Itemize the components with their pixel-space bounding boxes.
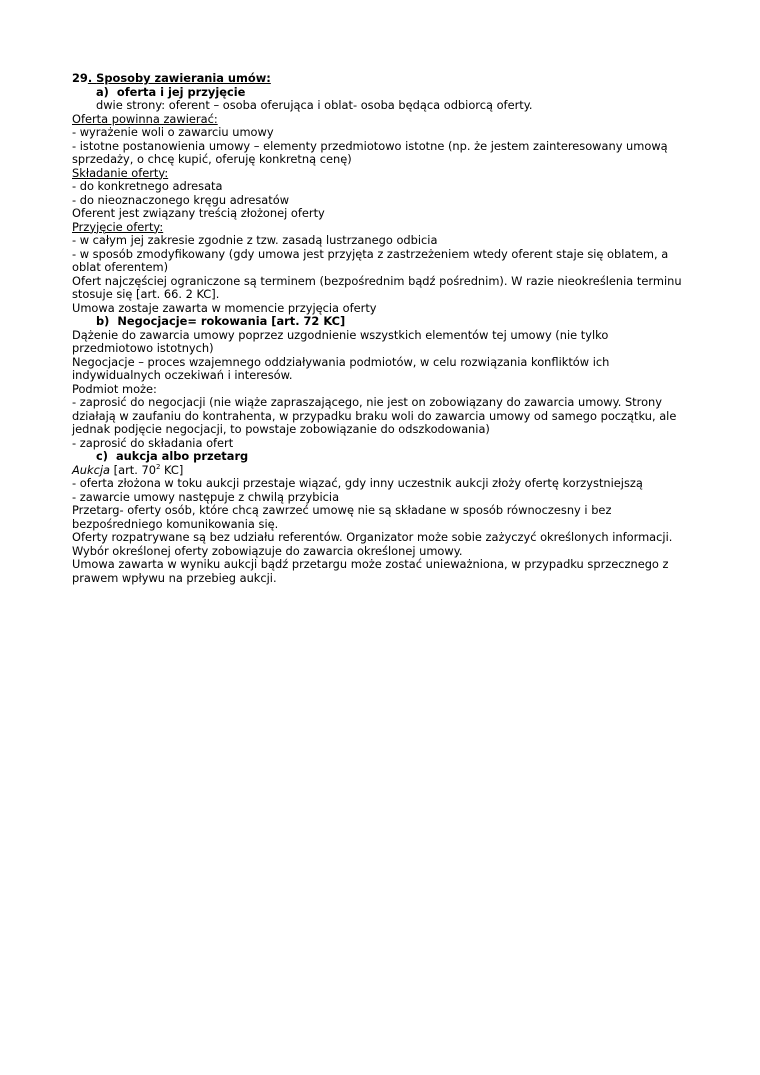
oferta-powinna-item-1: - wyrażenie woli o zawarciu umowy — [72, 125, 274, 139]
skladanie-item-1: - do konkretnego adresata — [72, 179, 223, 193]
aukcja-label: Aukcja — [72, 462, 111, 477]
section-c-para-3: Przetarg- oferty osób, które chcą zawrzeć umowę nie są składane w sposób równoczesny i bez bezpośredniego komunikowania się. — [72, 503, 612, 531]
document-title — [72, 72, 692, 86]
section-b-para-1: Dążenie do zawarcia umowy poprzez uzgodnienie wszystkich elementów tej umowy (nie tylko przedmiotowo istotnych) — [72, 327, 609, 355]
section-b-heading: b) Negocjacje= rokowania [art. 72 KC] — [96, 314, 346, 328]
oferty-ograniczone: Ofert najczęściej ograniczone są terminem (bezpośrednim bądź pośrednim). W razie nieokreślenia terminu stosuje się [art. 66. 2 KC]. — [72, 273, 682, 301]
section-b-para-4: - zaprosić do negocjacji (nie wiąże zapraszającego, nie jest on zobowiązany do zawarcia umowy. Strony działają w zaufaniu do kontrahenta, w przypadku braku woli do zawarcia umowy od samego początku, ale jednak podjęcie negocjacji, to powstaje zobowiązanie do odszkodowania) — [72, 395, 677, 436]
umowa-zawarta: Umowa zostaje zawarta w momencie przyjęcia oferty — [72, 300, 377, 315]
aukcja-line — [72, 464, 692, 478]
przyjecie-item-1: - w całym jej zakresie zgodnie z tzw. zasadą lustrzanego odbicia — [72, 233, 438, 247]
section-c-heading: c) aukcja albo przetarg — [96, 449, 249, 463]
title-number: 29 — [72, 71, 88, 85]
title-text: . Sposoby zawierania umów: — [87, 71, 271, 85]
section-a-intro: dwie strony: oferent – osoba oferująca i oblat- osoba będąca odbiorcą oferty. — [96, 98, 533, 112]
document-page — [72, 72, 692, 585]
skladanie-label: Składanie oferty: — [72, 165, 169, 180]
section-b-para-3: Podmiot może: — [72, 381, 157, 396]
section-c-para-1: - oferta złożona w toku aukcji przestaje wiązać, gdy inny uczestnik aukcji złoży ofertę korzystniejszą — [72, 476, 643, 490]
section-c-para-4: Oferty rozpatrywane są bez udziału referentów. Organizator może sobie zażyczyć określonych informacji. Wybór określonej oferty zobowiązuje do zawarcia określonej umowy. — [72, 530, 673, 558]
skladanie-item-2: - do nieoznaczonego kręgu adresatów — [72, 192, 290, 207]
oferent-zwiazany: Oferent jest związany treścią złożonej oferty — [72, 206, 325, 220]
section-c-para-5: Umowa zawarta w wyniku aukcji bądź przetargu może zostać unieważniona, w przypadku sprzecznego z prawem wpływu na przebieg aukcji. — [72, 557, 669, 585]
section-a-heading: a) oferta i jej przyjęcie — [96, 84, 246, 99]
aukcja-ref: [art. $70^2$ KC] — [113, 462, 184, 477]
section-c-para-2: - zawarcie umowy następuje z chwilą przybicia — [72, 489, 340, 504]
przyjecie-item-2: - w sposób zmodyfikowany (gdy umowa jest przyjęta z zastrzeżeniem wtedy oferent staje się oblatem, a oblat oferentem) — [72, 246, 669, 274]
przyjecie-label: Przyjęcie oferty: — [72, 219, 164, 234]
section-b-para-5: - zaprosić do składania ofert — [72, 435, 234, 450]
oferta-powinna-label: Oferta powinna zawierać: — [72, 111, 218, 126]
oferta-powinna-item-2: - istotne postanowienia umowy – elementy przedmiotowo istotne (np. że jestem zainteresowany umową sprzedaży, o chcę kupić, oferuję konkretną cenę) — [72, 138, 668, 166]
section-b-para-2: Negocjacje – proces wzajemnego oddziaływania podmiotów, w celu rozwiązania konfliktów ich indywidualnych oczekiwań i interesów. — [72, 354, 610, 382]
